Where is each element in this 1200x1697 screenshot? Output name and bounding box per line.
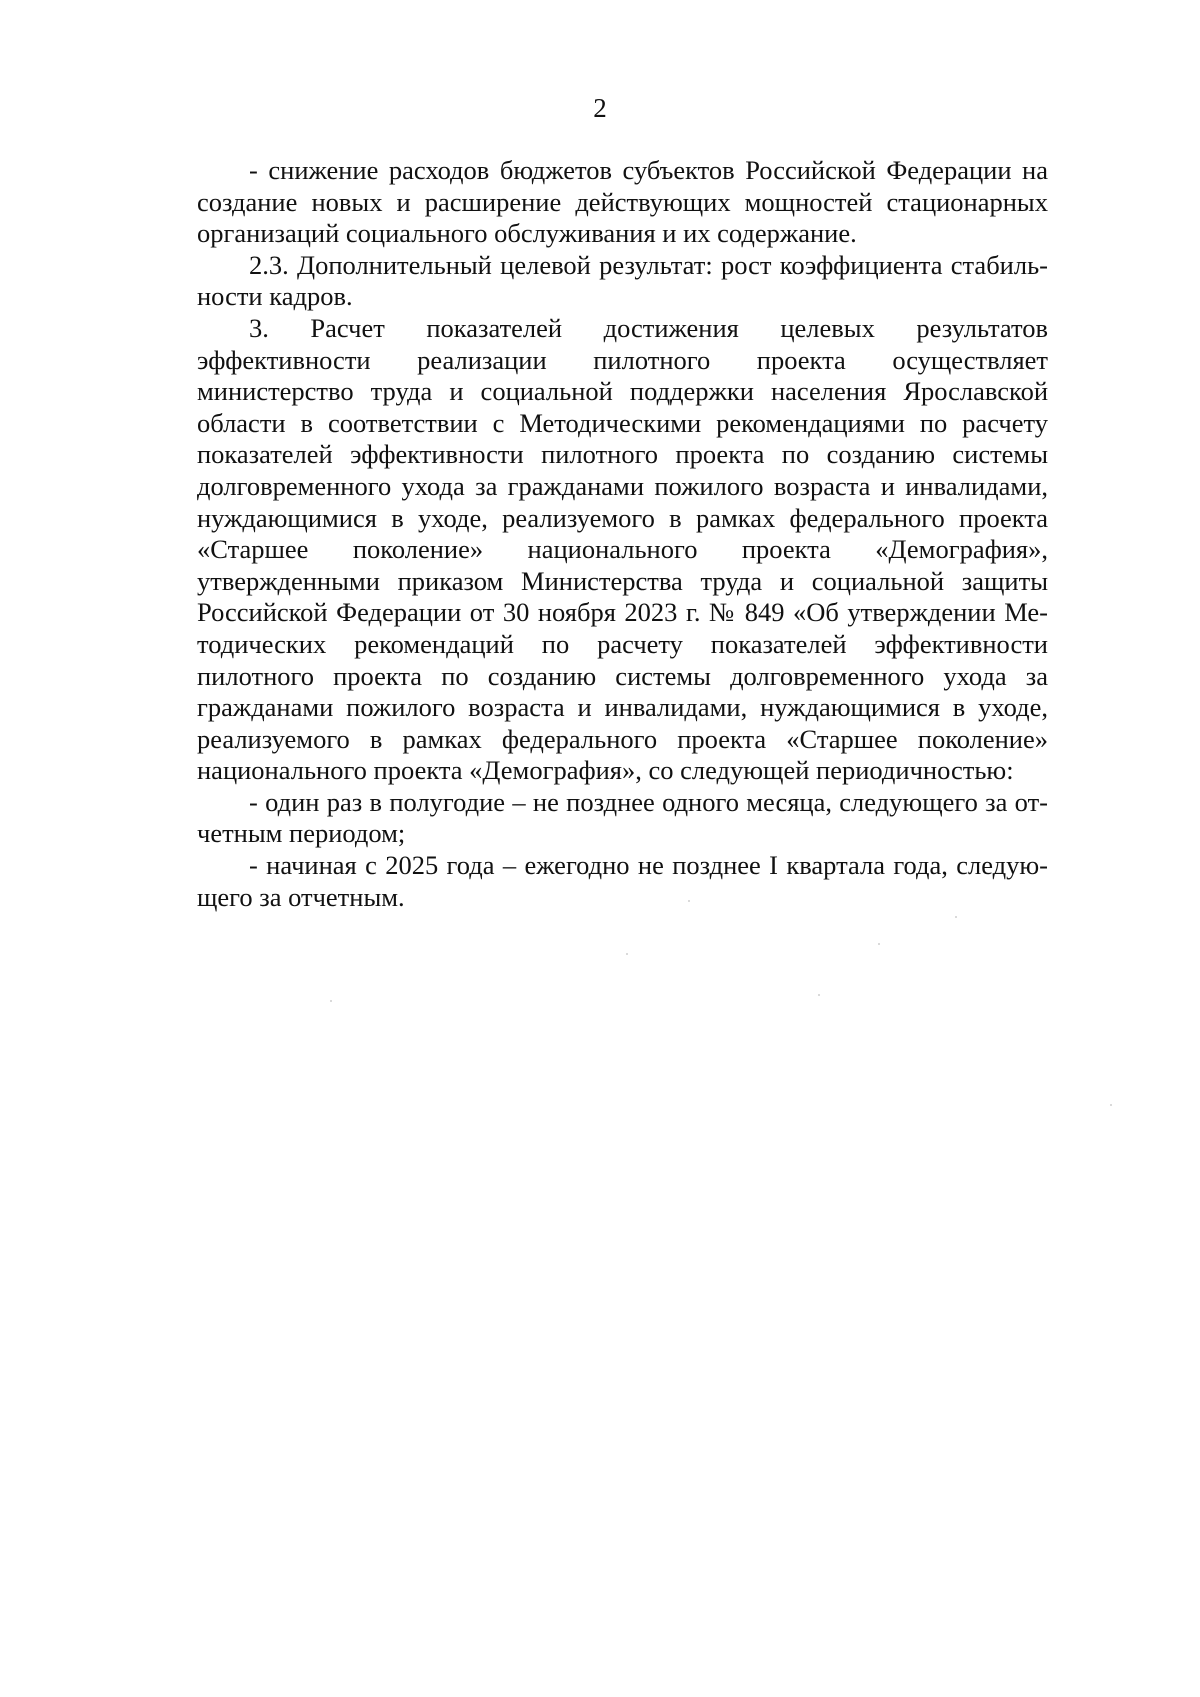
scan-speck [955, 916, 957, 918]
scan-speck [878, 943, 880, 945]
paragraph-calculation: 3. Расчет показателей достижения целевых результатов эффективности реализации пилотного проекта осуществляет министерство труда и социальной поддержки населения Ярославской области в соответствии с Методическими рекомендациями по расчету показателей эффективности пилотного проекта по созданию системы долговременного ухода за гражданами пожилого возраста и инвалидами, нуждающимися в уходе, реализуемого в рамках федерального проекта «Старшее поколение» национального проекта «Демография», утвержденными приказом Министерства труда и социальной защиты Российской Федерации от 30 ноября 2023 г. № 849 «Об утверждении Методических рекомендаций по расчету показателей эффективности пилотного проекта по созданию системы долговременного ухода за гражданами пожилого возраста и инвалидами, нуждающимися в уходе, реализуемого в рамках федерального проекта «Старшее поколение» национального проекта «Демография», со следующей периодичностью: [197, 312, 1048, 786]
paragraph-budget-reduction: - снижение расходов бюджетов субъектов Российской Федерации на создание новых и расширение действующих мощностей стационарных организаций социального обслуживания и их содержание. [197, 155, 1048, 249]
document-body [197, 155, 1048, 913]
paragraph-annual: - начиная с 2025 года – ежегодно не позднее I квартала года, следующего за отчетным. [197, 850, 1048, 912]
scan-speck [818, 994, 820, 996]
paragraph-additional-result: 2.3. Дополнительный целевой результат: рост коэффициента стабильности кадров. [197, 249, 1048, 312]
scan-speck [1110, 1104, 1112, 1106]
scan-speck [330, 1000, 332, 1002]
paragraph-half-year: - один раз в полугодие – не позднее одного месяца, следующего за отчетным периодом; [197, 786, 1048, 849]
page-number: 2 [593, 93, 607, 123]
scan-speck [626, 953, 628, 955]
scan-speck [688, 900, 690, 902]
